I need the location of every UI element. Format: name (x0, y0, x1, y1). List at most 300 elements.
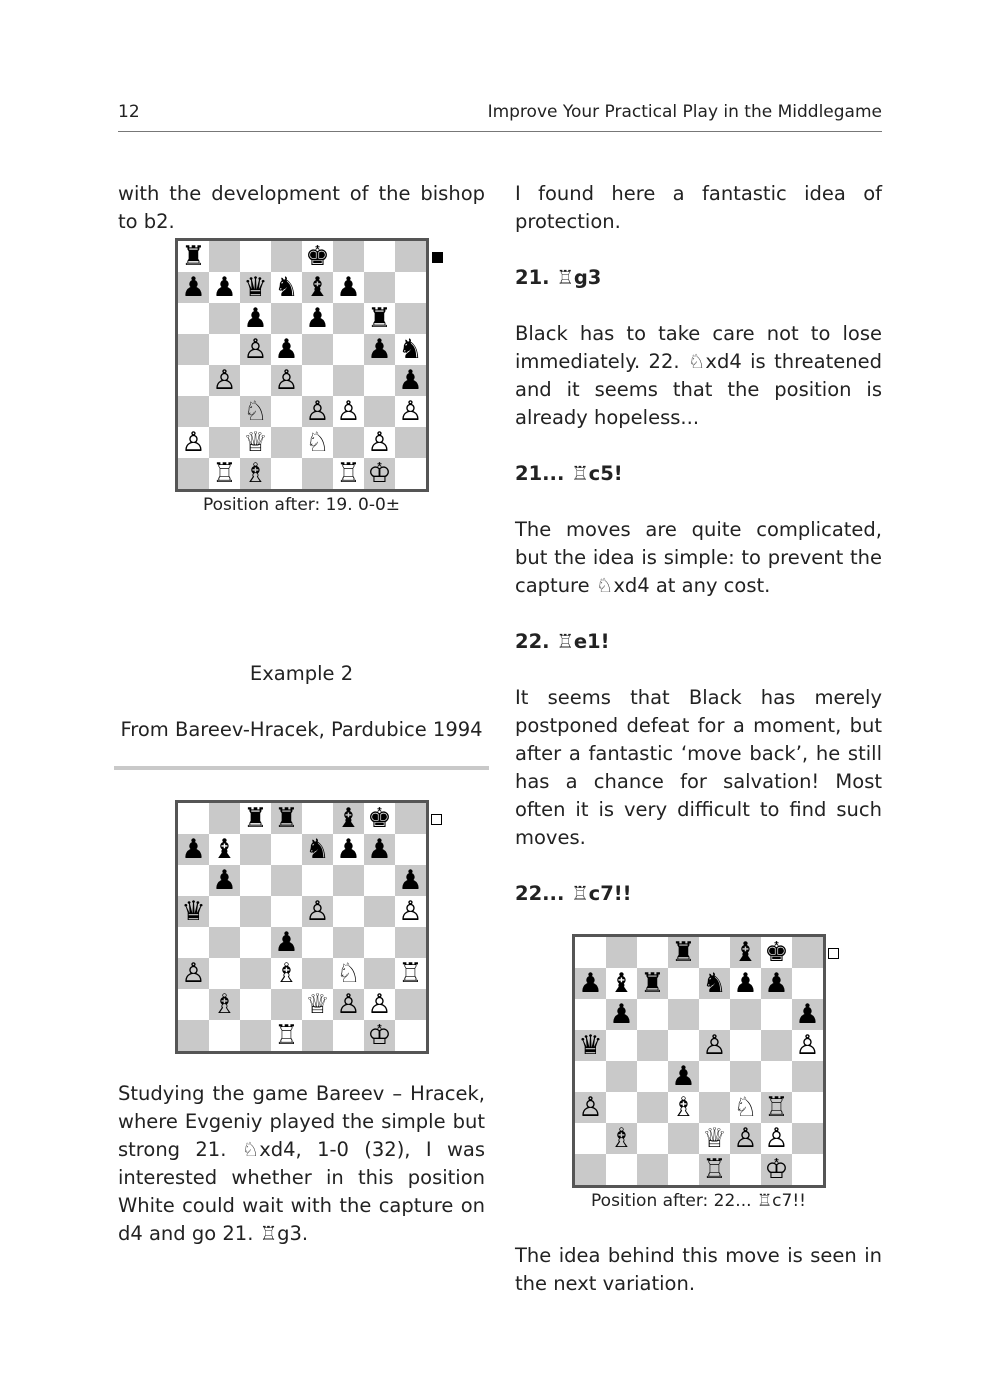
square-g4 (364, 365, 395, 396)
paragraph-4: It seems that Black has merely postponed defeat for a moment, but after a fantastic ‘move back’, he still has a chance for salvation! Most often it is very difficult to find such moves. (515, 686, 882, 849)
white-rook-icon: ♖ (702, 1154, 727, 1185)
square-g4 (364, 927, 395, 958)
square-g5 (364, 334, 395, 365)
square-g8 (364, 241, 395, 272)
square-h8 (395, 241, 426, 272)
square-a6 (178, 303, 209, 334)
square-d7 (271, 272, 302, 303)
square-c4 (637, 1061, 668, 1092)
square-c7 (637, 968, 668, 999)
black-rook-icon: ♜ (640, 968, 665, 999)
square-g5 (364, 896, 395, 927)
square-e7 (302, 272, 333, 303)
square-h2 (792, 1123, 823, 1154)
square-c5 (637, 1030, 668, 1061)
square-g4 (761, 1061, 792, 1092)
black-pawn-icon: ♟ (578, 968, 603, 999)
chess-board-3 (572, 934, 826, 1188)
white-pawn-icon: ♙ (578, 1092, 603, 1123)
square-d8 (271, 803, 302, 834)
square-e8 (699, 937, 730, 968)
move-22-white: 22. ♖e1! (515, 630, 610, 653)
square-g3 (364, 396, 395, 427)
square-f8 (730, 937, 761, 968)
square-g6 (364, 303, 395, 334)
square-d8 (668, 937, 699, 968)
square-h5 (395, 334, 426, 365)
white-rook-icon: ♖ (336, 458, 361, 489)
square-h2 (395, 427, 426, 458)
square-f2 (333, 427, 364, 458)
square-e1 (302, 1020, 333, 1051)
black-pawn-icon: ♟ (671, 1061, 696, 1092)
square-f2 (730, 1123, 761, 1154)
square-d1 (271, 1020, 302, 1051)
square-h3 (395, 958, 426, 989)
square-g6 (364, 865, 395, 896)
square-c2 (637, 1123, 668, 1154)
white-pawn-icon: ♙ (305, 396, 330, 427)
square-b8 (606, 937, 637, 968)
square-a2 (178, 427, 209, 458)
square-e6 (699, 999, 730, 1030)
black-knight-icon: ♞ (398, 334, 423, 365)
black-queen-icon: ♛ (578, 1030, 603, 1061)
black-pawn-icon: ♟ (367, 834, 392, 865)
square-c1 (240, 458, 271, 489)
square-d1 (668, 1154, 699, 1185)
square-h6 (395, 303, 426, 334)
square-e5 (302, 896, 333, 927)
white-queen-icon: ♕ (305, 989, 330, 1020)
right-column (515, 180, 882, 1298)
example-source: From Bareev-Hracek, Pardubice 1994 (120, 718, 483, 741)
paragraph-3: The moves are quite complicated, but the idea is simple: to prevent the capture ♘xd4 at any cost. (515, 518, 882, 597)
black-pawn-icon: ♟ (764, 968, 789, 999)
square-g2 (364, 427, 395, 458)
square-b6 (209, 865, 240, 896)
white-pawn-icon: ♙ (367, 427, 392, 458)
square-e8 (302, 241, 333, 272)
square-a7 (575, 968, 606, 999)
white-knight-icon: ♘ (305, 427, 330, 458)
square-d4 (668, 1061, 699, 1092)
black-pawn-icon: ♟ (181, 834, 206, 865)
white-rook-icon: ♖ (764, 1092, 789, 1123)
square-a4 (575, 1061, 606, 1092)
square-d6 (271, 303, 302, 334)
black-bishop-icon: ♝ (733, 937, 758, 968)
white-bishop-icon: ♗ (671, 1092, 696, 1123)
square-a8 (178, 241, 209, 272)
square-f4 (333, 927, 364, 958)
square-f1 (730, 1154, 761, 1185)
square-d2 (271, 989, 302, 1020)
chess-board-2 (175, 800, 429, 1054)
square-c4 (240, 927, 271, 958)
white-pawn-icon: ♙ (243, 334, 268, 365)
square-g8 (364, 803, 395, 834)
move-21-white: 21. ♖g3 (515, 266, 602, 289)
square-g5 (761, 1030, 792, 1061)
square-f1 (333, 458, 364, 489)
square-d8 (271, 241, 302, 272)
white-bishop-icon: ♗ (274, 958, 299, 989)
square-c7 (240, 834, 271, 865)
square-b2 (209, 427, 240, 458)
square-a2 (575, 1123, 606, 1154)
square-c7 (240, 272, 271, 303)
square-g7 (364, 834, 395, 865)
square-f7 (333, 834, 364, 865)
white-bishop-icon: ♗ (609, 1123, 634, 1154)
square-g2 (364, 989, 395, 1020)
white-knight-icon: ♘ (733, 1092, 758, 1123)
black-pawn-icon: ♟ (336, 834, 361, 865)
square-b7 (209, 272, 240, 303)
square-e6 (302, 865, 333, 896)
square-g7 (364, 272, 395, 303)
square-c2 (240, 427, 271, 458)
white-pawn-icon: ♙ (795, 1030, 820, 1061)
black-pawn-icon: ♟ (274, 334, 299, 365)
square-h1 (395, 1020, 426, 1051)
square-f3 (333, 958, 364, 989)
square-a4 (178, 927, 209, 958)
square-e1 (302, 458, 333, 489)
black-to-move-indicator (432, 252, 443, 263)
square-f5 (333, 334, 364, 365)
white-bishop-icon: ♗ (243, 458, 268, 489)
white-pawn-icon: ♙ (764, 1123, 789, 1154)
intro-paragraph: with the development of the bishop to b2. (118, 182, 485, 233)
square-a3 (178, 396, 209, 427)
diagram-3-caption: Position after: 22... ♖c7!! (591, 1191, 806, 1211)
square-b5 (209, 334, 240, 365)
square-b1 (606, 1154, 637, 1185)
square-f6 (333, 303, 364, 334)
square-f3 (333, 396, 364, 427)
square-b3 (606, 1092, 637, 1123)
square-e8 (302, 803, 333, 834)
square-e3 (699, 1092, 730, 1123)
square-c6 (240, 303, 271, 334)
square-b1 (209, 458, 240, 489)
black-pawn-icon: ♟ (795, 999, 820, 1030)
paragraph-2: Black has to take care not to lose immediately. 22. ♘xd4 is threatened and it seems that the position is already hopeless... (515, 322, 882, 429)
black-rook-icon: ♜ (274, 803, 299, 834)
square-a7 (178, 272, 209, 303)
white-pawn-icon: ♙ (181, 427, 206, 458)
square-f7 (730, 968, 761, 999)
square-h8 (792, 937, 823, 968)
black-pawn-icon: ♟ (367, 334, 392, 365)
diagram-2 (118, 800, 485, 1054)
square-e5 (302, 334, 333, 365)
square-b6 (209, 303, 240, 334)
square-h8 (395, 803, 426, 834)
square-d4 (271, 927, 302, 958)
move-22-black: 22... ♖c7!! (515, 882, 632, 905)
black-bishop-icon: ♝ (305, 272, 330, 303)
white-pawn-icon: ♙ (398, 896, 423, 927)
white-rook-icon: ♖ (212, 458, 237, 489)
page-number: 12 (118, 102, 140, 122)
square-a3 (178, 958, 209, 989)
black-pawn-icon: ♟ (274, 927, 299, 958)
square-a5 (575, 1030, 606, 1061)
square-d1 (271, 458, 302, 489)
square-f2 (333, 989, 364, 1020)
white-pawn-icon: ♙ (336, 396, 361, 427)
square-d5 (271, 896, 302, 927)
square-h5 (395, 896, 426, 927)
square-a5 (178, 334, 209, 365)
chess-board-1 (175, 238, 429, 492)
black-bishop-icon: ♝ (212, 834, 237, 865)
square-b4 (606, 1061, 637, 1092)
square-a4 (178, 365, 209, 396)
square-b7 (209, 834, 240, 865)
square-f6 (730, 999, 761, 1030)
square-a1 (575, 1154, 606, 1185)
square-a7 (178, 834, 209, 865)
move-21-black: 21... ♖c5! (515, 462, 623, 485)
diagram-3 (515, 934, 882, 1188)
square-e3 (302, 396, 333, 427)
square-d5 (668, 1030, 699, 1061)
white-to-move-indicator (431, 814, 442, 825)
square-c4 (240, 365, 271, 396)
square-e2 (302, 427, 333, 458)
white-pawn-icon: ♙ (733, 1123, 758, 1154)
white-king-icon: ♔ (367, 458, 392, 489)
black-rook-icon: ♜ (367, 303, 392, 334)
white-king-icon: ♔ (367, 1020, 392, 1051)
square-h7 (395, 272, 426, 303)
square-d6 (668, 999, 699, 1030)
square-h6 (395, 865, 426, 896)
square-c6 (637, 999, 668, 1030)
square-d4 (271, 365, 302, 396)
square-c1 (240, 1020, 271, 1051)
square-f4 (333, 365, 364, 396)
white-pawn-icon: ♙ (702, 1030, 727, 1061)
square-a6 (575, 999, 606, 1030)
black-knight-icon: ♞ (702, 968, 727, 999)
white-pawn-icon: ♙ (212, 365, 237, 396)
square-h7 (792, 968, 823, 999)
square-b5 (606, 1030, 637, 1061)
square-c8 (637, 937, 668, 968)
square-f7 (333, 272, 364, 303)
square-e3 (302, 958, 333, 989)
diagram-1 (118, 238, 485, 492)
square-c8 (240, 241, 271, 272)
black-king-icon: ♚ (367, 803, 392, 834)
square-d7 (668, 968, 699, 999)
square-b2 (606, 1123, 637, 1154)
square-e7 (699, 968, 730, 999)
square-e2 (699, 1123, 730, 1154)
square-c3 (240, 396, 271, 427)
square-c1 (637, 1154, 668, 1185)
square-b7 (606, 968, 637, 999)
black-pawn-icon: ♟ (305, 303, 330, 334)
square-h4 (395, 927, 426, 958)
running-title: Improve Your Practical Play in the Middlegame (487, 102, 882, 122)
square-d3 (271, 958, 302, 989)
square-a6 (178, 865, 209, 896)
square-h2 (395, 989, 426, 1020)
square-a1 (178, 1020, 209, 1051)
square-e7 (302, 834, 333, 865)
square-f1 (333, 1020, 364, 1051)
white-pawn-icon: ♙ (398, 396, 423, 427)
square-c8 (240, 803, 271, 834)
black-knight-icon: ♞ (305, 834, 330, 865)
paragraph-5: The idea behind this move is seen in the next variation. (515, 1244, 882, 1295)
black-queen-icon: ♛ (243, 272, 268, 303)
black-pawn-icon: ♟ (398, 365, 423, 396)
square-e4 (302, 365, 333, 396)
square-a5 (178, 896, 209, 927)
black-pawn-icon: ♟ (181, 272, 206, 303)
square-g1 (761, 1154, 792, 1185)
black-king-icon: ♚ (764, 937, 789, 968)
square-g3 (761, 1092, 792, 1123)
black-pawn-icon: ♟ (733, 968, 758, 999)
black-pawn-icon: ♟ (212, 865, 237, 896)
square-f6 (333, 865, 364, 896)
square-h1 (792, 1154, 823, 1185)
square-f4 (730, 1061, 761, 1092)
white-rook-icon: ♖ (274, 1020, 299, 1051)
white-to-move-indicator (828, 948, 839, 959)
example-title: Example 2 (249, 662, 354, 685)
white-pawn-icon: ♙ (181, 958, 206, 989)
square-f5 (333, 896, 364, 927)
square-a3 (575, 1092, 606, 1123)
study-paragraph: Studying the game Bareev – Hracek, where Evgeniy played the simple but strong 21. ♘xd4, 1-0 (32), I was interested whether in this position White could wait with the capture on d4 and go 21. ♖g3. (118, 1082, 485, 1245)
white-pawn-icon: ♙ (274, 365, 299, 396)
square-c5 (240, 896, 271, 927)
square-h3 (792, 1092, 823, 1123)
square-d3 (271, 396, 302, 427)
square-h1 (395, 458, 426, 489)
square-a2 (178, 989, 209, 1020)
black-bishop-icon: ♝ (609, 968, 634, 999)
black-pawn-icon: ♟ (609, 999, 634, 1030)
square-b4 (209, 927, 240, 958)
left-column (118, 180, 485, 1248)
square-e5 (699, 1030, 730, 1061)
black-pawn-icon: ♟ (212, 272, 237, 303)
square-b2 (209, 989, 240, 1020)
square-d7 (271, 834, 302, 865)
white-pawn-icon: ♙ (336, 989, 361, 1020)
square-c5 (240, 334, 271, 365)
white-bishop-icon: ♗ (212, 989, 237, 1020)
white-pawn-icon: ♙ (367, 989, 392, 1020)
square-a8 (575, 937, 606, 968)
square-a1 (178, 458, 209, 489)
square-d5 (271, 334, 302, 365)
square-g1 (364, 458, 395, 489)
square-h4 (792, 1061, 823, 1092)
square-g6 (761, 999, 792, 1030)
black-queen-icon: ♛ (181, 896, 206, 927)
square-h3 (395, 396, 426, 427)
square-f5 (730, 1030, 761, 1061)
black-rook-icon: ♜ (243, 803, 268, 834)
square-d6 (271, 865, 302, 896)
white-pawn-icon: ♙ (305, 896, 330, 927)
square-e4 (302, 927, 333, 958)
white-knight-icon: ♘ (243, 396, 268, 427)
square-f8 (333, 803, 364, 834)
square-c2 (240, 989, 271, 1020)
square-h7 (395, 834, 426, 865)
white-king-icon: ♔ (764, 1154, 789, 1185)
square-g8 (761, 937, 792, 968)
square-e2 (302, 989, 333, 1020)
section-divider (114, 766, 489, 770)
square-b6 (606, 999, 637, 1030)
white-queen-icon: ♕ (243, 427, 268, 458)
white-queen-icon: ♕ (702, 1123, 727, 1154)
square-b3 (209, 396, 240, 427)
square-b8 (209, 803, 240, 834)
square-e6 (302, 303, 333, 334)
square-f8 (333, 241, 364, 272)
black-rook-icon: ♜ (181, 241, 206, 272)
square-d3 (668, 1092, 699, 1123)
square-d2 (271, 427, 302, 458)
square-e1 (699, 1154, 730, 1185)
black-pawn-icon: ♟ (398, 865, 423, 896)
diagram-1-caption: Position after: 19. 0-0± (202, 495, 401, 515)
square-b1 (209, 1020, 240, 1051)
square-h4 (395, 365, 426, 396)
square-c6 (240, 865, 271, 896)
square-g3 (364, 958, 395, 989)
square-e4 (699, 1061, 730, 1092)
black-pawn-icon: ♟ (243, 303, 268, 334)
square-g1 (364, 1020, 395, 1051)
white-knight-icon: ♘ (336, 958, 361, 989)
black-knight-icon: ♞ (274, 272, 299, 303)
black-pawn-icon: ♟ (336, 272, 361, 303)
square-h5 (792, 1030, 823, 1061)
square-c3 (240, 958, 271, 989)
black-rook-icon: ♜ (671, 937, 696, 968)
page-header (118, 100, 882, 132)
square-d2 (668, 1123, 699, 1154)
square-f3 (730, 1092, 761, 1123)
square-g2 (761, 1123, 792, 1154)
paragraph-1: I found here a fantastic idea of protection. (515, 182, 882, 233)
square-h6 (792, 999, 823, 1030)
square-b8 (209, 241, 240, 272)
square-b3 (209, 958, 240, 989)
square-c3 (637, 1092, 668, 1123)
white-rook-icon: ♖ (398, 958, 423, 989)
square-a8 (178, 803, 209, 834)
black-bishop-icon: ♝ (336, 803, 361, 834)
square-g7 (761, 968, 792, 999)
square-b4 (209, 365, 240, 396)
